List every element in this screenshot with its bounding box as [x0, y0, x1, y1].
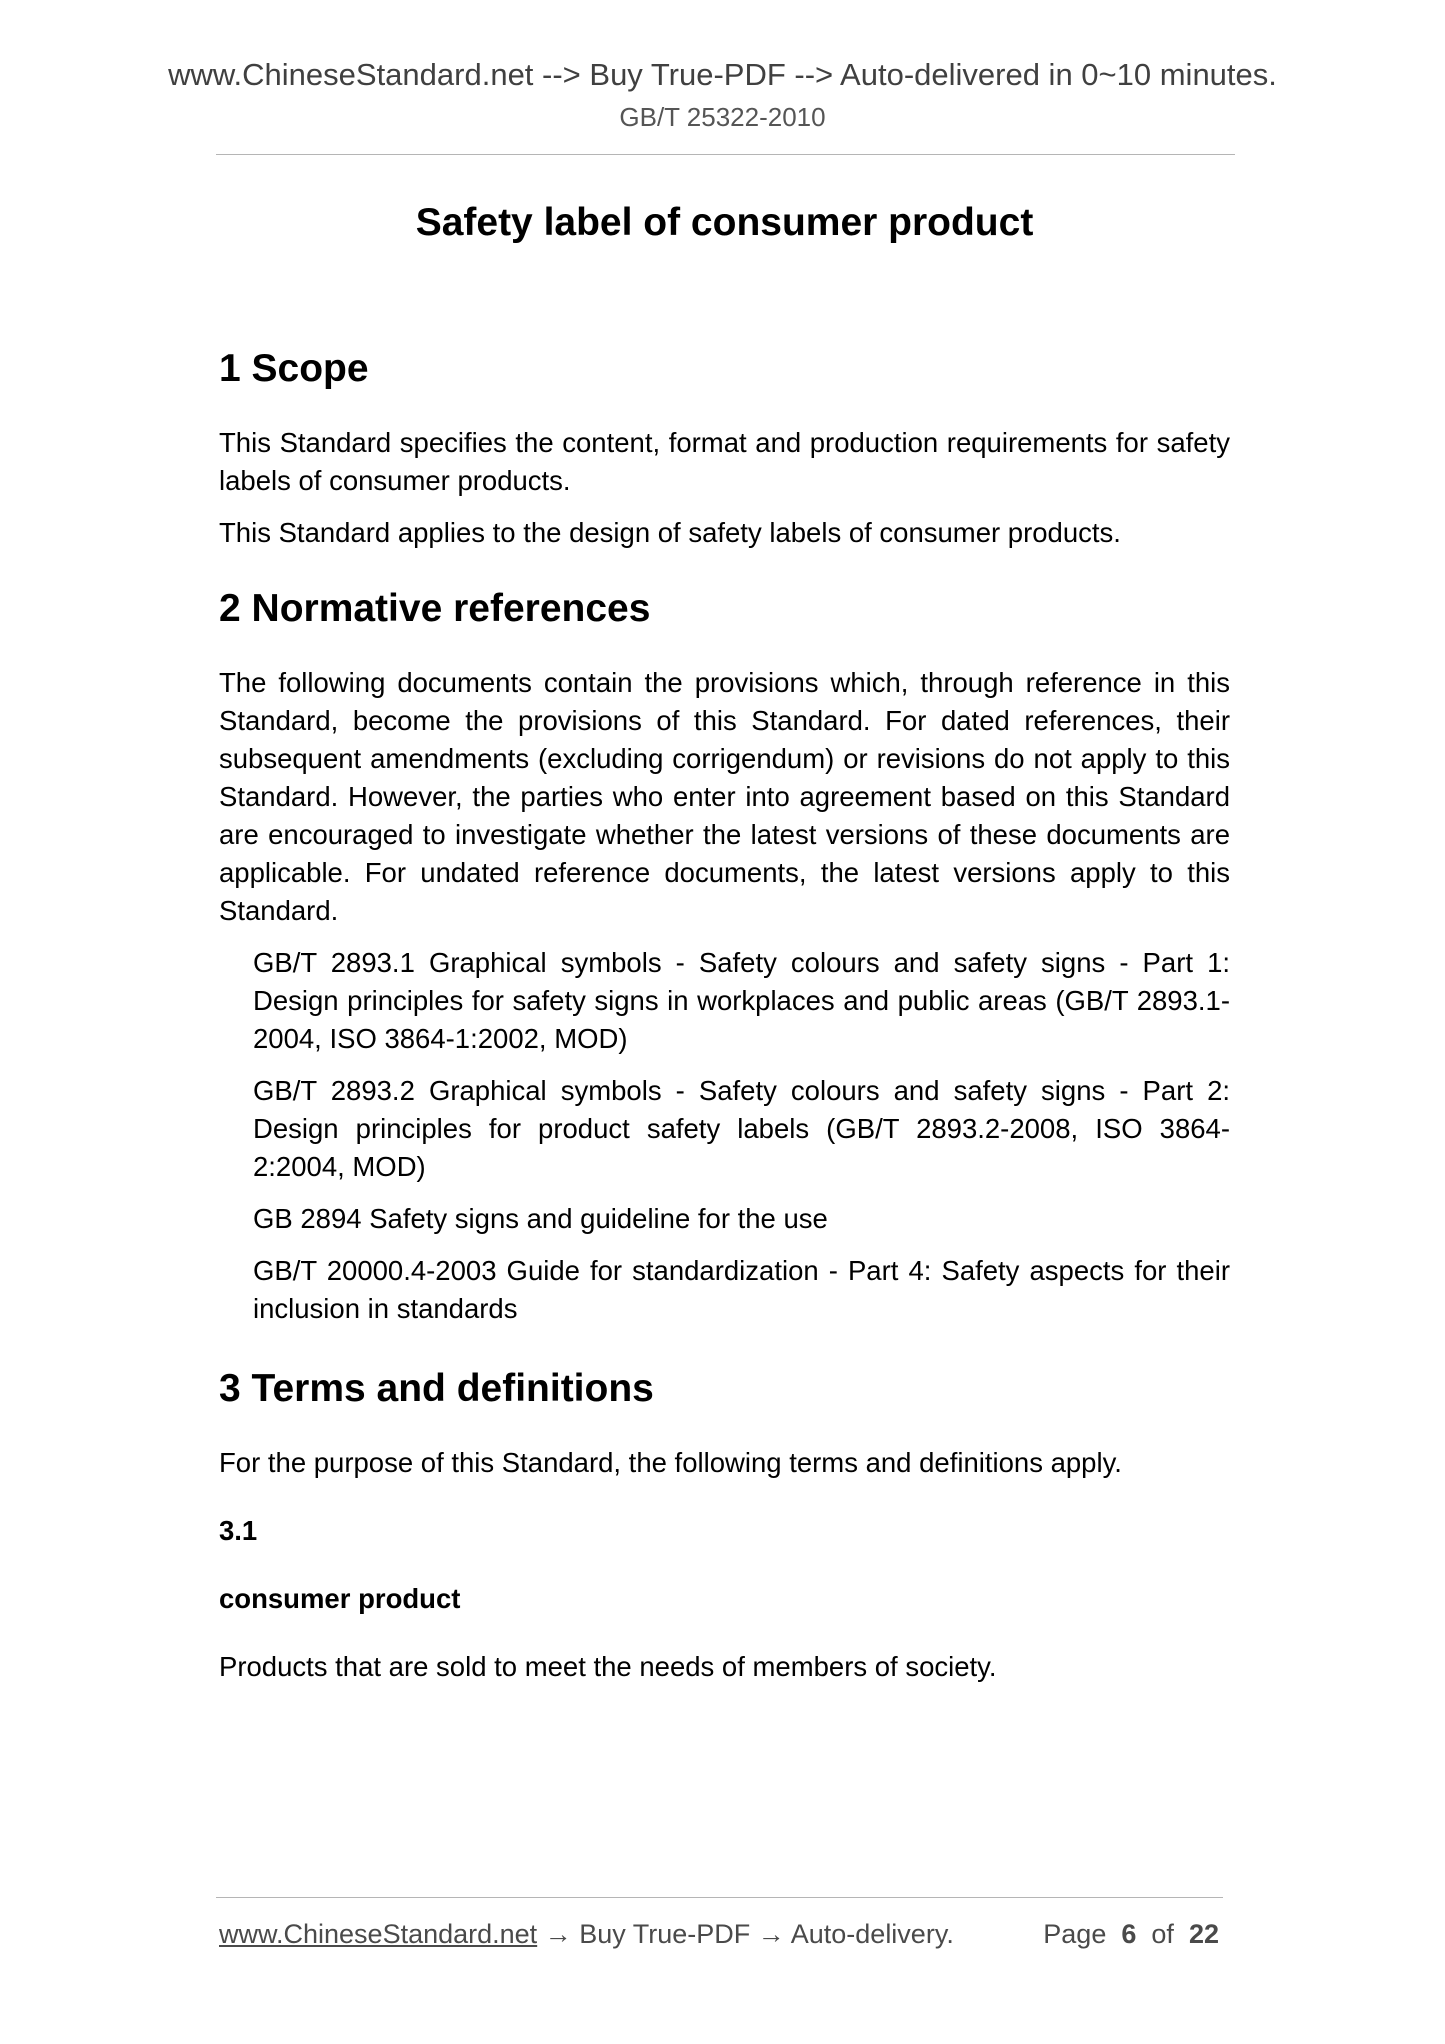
page-total-number: 22 [1188, 1919, 1219, 1949]
section-heading-normative-references: 2 Normative references [219, 587, 651, 630]
page-current-number: 6 [1121, 1919, 1137, 1949]
header-divider [216, 154, 1235, 155]
page-of-label: of [1151, 1919, 1174, 1949]
site-banner: www.ChineseStandard.net --> Buy True-PDF --> Auto-delivered in 0~10 minutes. [168, 57, 1277, 92]
terms-intro-paragraph: For the purpose of this Standard, the following terms and definitions apply. [219, 1447, 1122, 1478]
footer-promo [219, 1916, 954, 1952]
term-definition: Products that are sold to meet the needs of members of society. [219, 1651, 997, 1682]
footer-divider [216, 1897, 1223, 1898]
term-name: consumer product [219, 1583, 461, 1614]
footer-promo-text: → Buy True-PDF → Auto-delivery. [537, 1919, 954, 1949]
reference-item-gbt-20000-4: GB/T 20000.4-2003 Guide for standardization - Part 4: Safety aspects for their inclusion in standards [253, 1255, 1230, 1324]
reference-item-gbt-2893-2: GB/T 2893.2 Graphical symbols - Safety colours and safety signs - Part 2: Design principles for product safety labels (GB/T 2893.2-2008, ISO 3864-2:2004, MOD) [253, 1075, 1230, 1182]
section-heading-scope: 1 Scope [219, 347, 369, 390]
reference-item-gbt-2893-1: GB/T 2893.1 Graphical symbols - Safety colours and safety signs - Part 1: Design principles for safety signs in workplaces and public areas (GB/T 2893.1-2004, ISO 3864-1:2002, MOD) [253, 947, 1230, 1054]
document-title: Safety label of consumer product [415, 201, 1034, 244]
page-label: Page [1043, 1919, 1107, 1949]
normative-intro-paragraph: The following documents contain the provisions which, through reference in this Standard, become the provisions of this Standard. For dated references, their subsequent amendments (excluding corrigendum) or revisions do not apply to this Standard. However, the parties who enter into agreement based on this Standard are encouraged to investigate whether the latest versions of these documents are applicable. For undated reference documents, the latest versions apply to this Standard. [219, 667, 1230, 926]
page-header [0, 56, 1445, 134]
page-indicator [1043, 1916, 1219, 1952]
term-number: 3.1 [219, 1515, 258, 1546]
scope-paragraph-1: This Standard specifies the content, format and production requirements for safety labels of consumer products. [219, 427, 1230, 496]
document-body [219, 196, 1230, 1686]
reference-item-gb-2894: GB 2894 Safety signs and guideline for the use [253, 1203, 828, 1234]
scope-paragraph-2: This Standard applies to the design of safety labels of consumer products. [219, 517, 1121, 548]
document-code: GB/T 25322-2010 [619, 102, 826, 132]
section-heading-terms-and-definitions: 3 Terms and definitions [219, 1367, 654, 1410]
footer-site-link[interactable]: www.ChineseStandard.net [219, 1919, 538, 1949]
